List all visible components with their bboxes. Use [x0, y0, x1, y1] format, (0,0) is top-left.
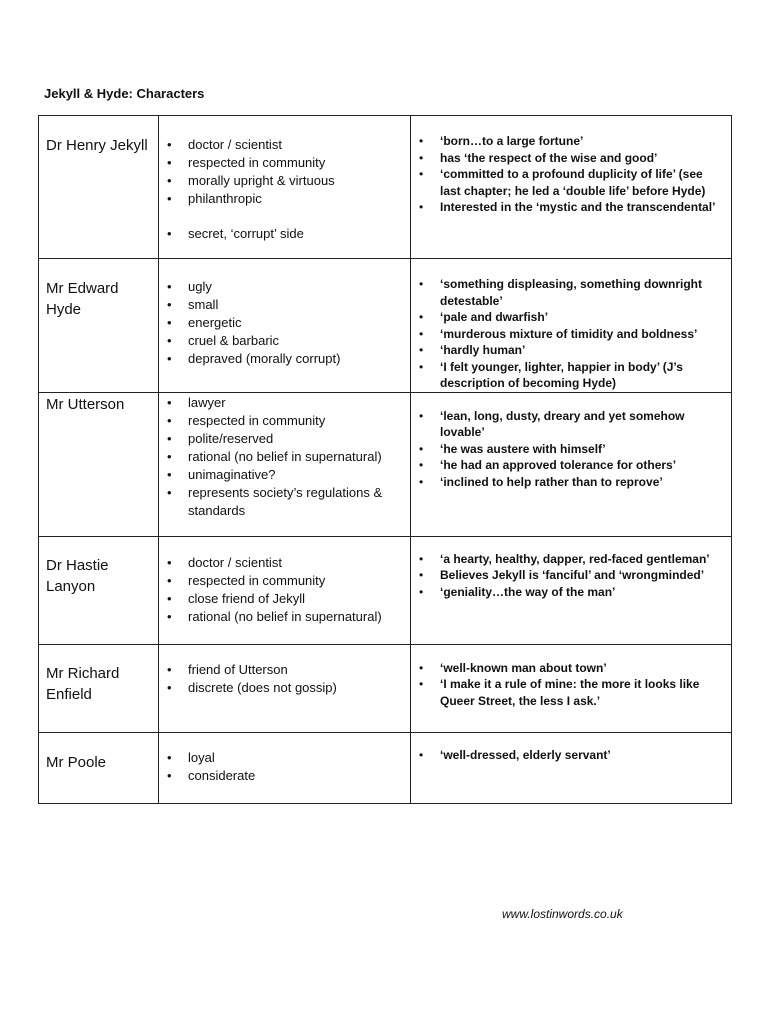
character-name-cell [39, 732, 159, 803]
character-name: Mr Richard Enfield [46, 664, 120, 703]
table-row [39, 259, 732, 393]
table-row [39, 116, 732, 259]
quote-item: • ‘he was austere with himself’ [416, 441, 723, 458]
trait-item: • rational (no belief in supernatural) [164, 448, 404, 466]
table-row [39, 392, 732, 536]
quotes-cell [411, 116, 732, 259]
traits-cell [159, 392, 411, 536]
quote-item: • ‘well-dressed, elderly servant’ [416, 747, 723, 764]
traits-cell [159, 259, 411, 393]
quotes-cell [411, 644, 732, 732]
quotes-cell [411, 392, 732, 536]
trait-item: • energetic [164, 314, 404, 332]
trait-item: • depraved (morally corrupt) [164, 350, 404, 368]
characters-table [38, 115, 732, 804]
trait-item: • loyal [164, 749, 404, 767]
quotes-list [411, 393, 731, 491]
character-name-cell [39, 116, 159, 259]
traits-list [159, 393, 410, 520]
quote-item: • ‘hardly human’ [416, 342, 723, 359]
quote-item: • ‘lean, long, dusty, dreary and yet somehow lovable’ [416, 408, 723, 441]
trait-item: • friend of Utterson [164, 661, 404, 679]
document-title: Jekyll & Hyde: Characters [44, 86, 205, 101]
quote-item: • ‘well-known man about town’ [416, 660, 723, 677]
trait-item: • ugly [164, 278, 404, 296]
trait-item: • philanthropic [164, 190, 404, 208]
trait-item: • discrete (does not gossip) [164, 679, 404, 697]
character-name: Dr Henry Jekyll [46, 137, 148, 154]
trait-item: • small [164, 296, 404, 314]
trait-item: • respected in community [164, 154, 404, 172]
table-row [39, 536, 732, 644]
trait-item: • secret, ‘corrupt’ side [164, 225, 404, 243]
trait-item: • respected in community [164, 572, 404, 590]
quotes-list [411, 259, 731, 392]
traits-list [159, 116, 410, 243]
character-name: Dr Hastie Lanyon [46, 556, 109, 595]
quotes-list [411, 733, 731, 764]
quote-item: • ‘I felt younger, lighter, happier in body’ (J’s description of becoming Hyde) [416, 359, 723, 392]
trait-item: • represents society’s regulations & standards [164, 484, 404, 520]
quotes-list [411, 645, 731, 710]
quote-item: • ‘he had an approved tolerance for others’ [416, 457, 723, 474]
table-row [39, 644, 732, 732]
table-row [39, 732, 732, 803]
quote-item: • ‘geniality…the way of the man’ [416, 584, 723, 601]
trait-item: • lawyer [164, 394, 404, 412]
traits-list [159, 733, 410, 785]
quote-item: • ‘I make it a rule of mine: the more it looks like Queer Street, the less I ask.’ [416, 676, 723, 709]
trait-item: • close friend of Jekyll [164, 590, 404, 608]
quote-item: • ‘inclined to help rather than to reprove’ [416, 474, 723, 491]
quotes-list [411, 537, 731, 601]
quote-item: • has ‘the respect of the wise and good’ [416, 150, 723, 167]
traits-cell [159, 116, 411, 259]
character-name: Mr Utterson [46, 395, 125, 413]
traits-cell [159, 732, 411, 803]
character-name-cell [39, 536, 159, 644]
quote-item: • ‘a hearty, healthy, dapper, red-faced gentleman’ [416, 551, 723, 568]
character-name: Mr Edward Hyde [46, 280, 119, 318]
quote-item: • ‘murderous mixture of timidity and boldness’ [416, 326, 723, 343]
traits-cell [159, 536, 411, 644]
trait-item: • cruel & barbaric [164, 332, 404, 350]
quote-item: • ‘born…to a large fortune’ [416, 133, 723, 150]
quote-item: • Believes Jekyll is ‘fanciful’ and ‘wrongminded’ [416, 567, 723, 584]
trait-item: • doctor / scientist [164, 554, 404, 572]
character-name-cell [39, 644, 159, 732]
character-name-cell [39, 259, 159, 393]
quote-item: • ‘committed to a profound duplicity of life’ (see last chapter; he led a ‘double life’ before Hyde) [416, 166, 723, 199]
traits-list [159, 645, 410, 697]
trait-item: • considerate [164, 767, 404, 785]
quotes-cell [411, 732, 732, 803]
trait-item: • rational (no belief in supernatural) [164, 608, 404, 626]
website-footer: www.lostinwords.co.uk [502, 907, 623, 921]
quote-item: • ‘something displeasing, something downright detestable’ [416, 276, 723, 309]
character-name: Mr Poole [46, 753, 107, 771]
traits-list [159, 537, 410, 626]
traits-list [159, 259, 410, 368]
quotes-cell [411, 259, 732, 393]
quote-item: • Interested in the ‘mystic and the transcendental’ [416, 199, 723, 216]
traits-cell [159, 644, 411, 732]
trait-item: • unimaginative? [164, 466, 404, 484]
quotes-cell [411, 536, 732, 644]
trait-item: • morally upright & virtuous [164, 172, 404, 190]
character-name-cell [39, 392, 159, 536]
quote-item: • ‘pale and dwarfish’ [416, 309, 723, 326]
trait-item: • respected in community [164, 412, 404, 430]
trait-item: • polite/reserved [164, 430, 404, 448]
trait-item: • doctor / scientist [164, 136, 404, 154]
quotes-list [411, 116, 731, 216]
